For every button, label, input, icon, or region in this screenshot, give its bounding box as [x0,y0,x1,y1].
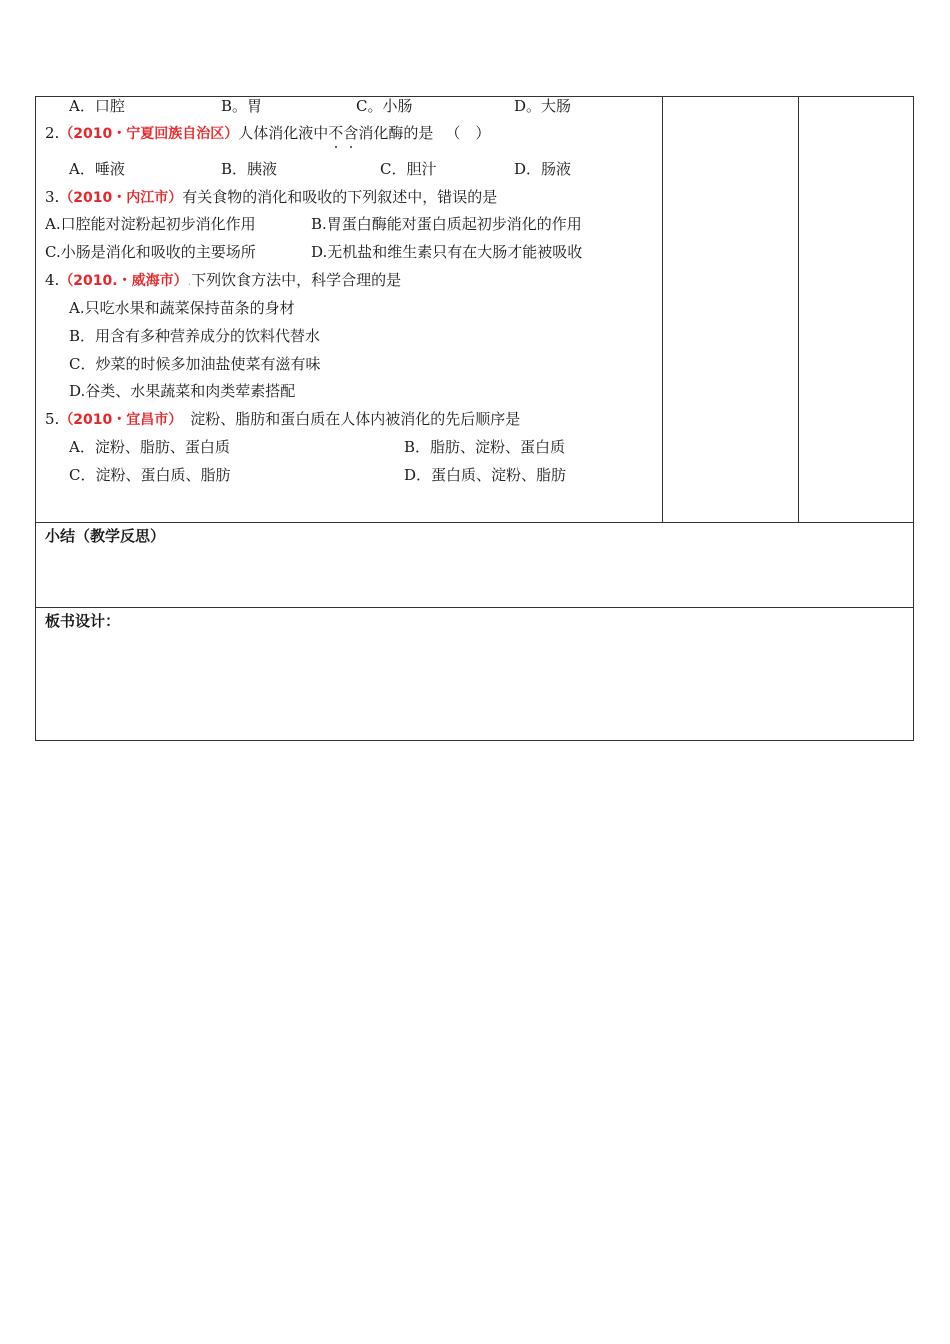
q5-option-b: B．脂肪、淀粉、蛋白质 [404,438,566,456]
q4-option-d: D.谷类、水果蔬菜和肉类荤素搭配 [69,382,296,400]
q3-option-c: C.小肠是消化和吸收的主要场所 [45,243,256,261]
q3-source: （2010・内江市） [59,190,183,206]
q2-option-d: D．肠液 [514,160,572,178]
q1-option-c: C。小肠 [356,97,413,115]
q3-stem-text: 有关食物的消化和吸收的下列叙述中，错误的是 [182,188,498,206]
q2-stem [45,124,490,143]
q3-option-d: D.无机盐和维生素只有在大肠才能被吸收 [311,243,583,261]
q2-source: （2010・宁夏回族自治区） [59,126,239,142]
q1-option-d: D。大肠 [514,97,572,115]
q2-emphasis-2: 含 [343,124,359,142]
column-divider-1 [662,97,663,522]
q5-number: 5. [45,410,60,428]
q4-stem [45,271,401,291]
lesson-table [35,96,914,741]
q5-source: （2010・宜昌市） [59,412,183,428]
q3-option-b: B.胃蛋白酶能对蛋白质起初步消化的作用 [311,215,582,233]
q3-option-a: A.口腔能对淀粉起初步消化作用 [45,215,256,233]
q4-number: 4. [45,271,60,289]
q5-option-c: C．淀粉、蛋白质、脂肪 [69,466,231,484]
q4-source: （2010.・威海市） [59,273,188,289]
q5-stem [45,410,520,429]
q2-option-c: C．胆汁 [380,160,437,178]
q2-stem-pre: 人体消化液中 [238,124,329,142]
q5-stem-text: 淀粉、脂肪和蛋白质在人体内被消化的先后顺序是 [190,410,521,428]
q1-option-b: B。胃 [221,97,263,115]
q5-option-d: D．蛋白质、淀粉、脂肪 [404,466,567,484]
q2-stem-post: 消化酶的是 [358,124,434,142]
column-divider-2 [798,97,799,522]
q2-option-a: A．唾液 [69,160,125,178]
q2-emphasis-1: 不 [328,124,344,142]
q1-option-a: A．口腔 [69,97,125,115]
q4-option-a: A.只吃水果和蔬菜保持苗条的身材 [69,299,295,317]
summary-title: 小结（教学反思） [45,527,166,545]
q2-option-b: B．胰液 [221,160,278,178]
q3-stem [45,188,497,207]
q3-number: 3. [45,188,60,206]
q4-option-c: C．炒菜的时候多加油盐使菜有滋有味 [69,355,321,373]
q5-option-a: A．淀粉、脂肪、蛋白质 [69,438,230,456]
board-design-title: 板书设计： [45,612,121,630]
q4-stem-text: 下列饮食方法中，科学合理的是 [191,271,402,289]
row-divider-summary [36,522,913,523]
q4-mark: . [187,275,192,288]
q2-number: 2. [45,124,60,142]
q4-option-b: B．用含有多种营养成分的饮料代替水 [69,327,321,345]
row-divider-board [36,607,913,608]
q2-blank: （ ） [445,124,491,142]
